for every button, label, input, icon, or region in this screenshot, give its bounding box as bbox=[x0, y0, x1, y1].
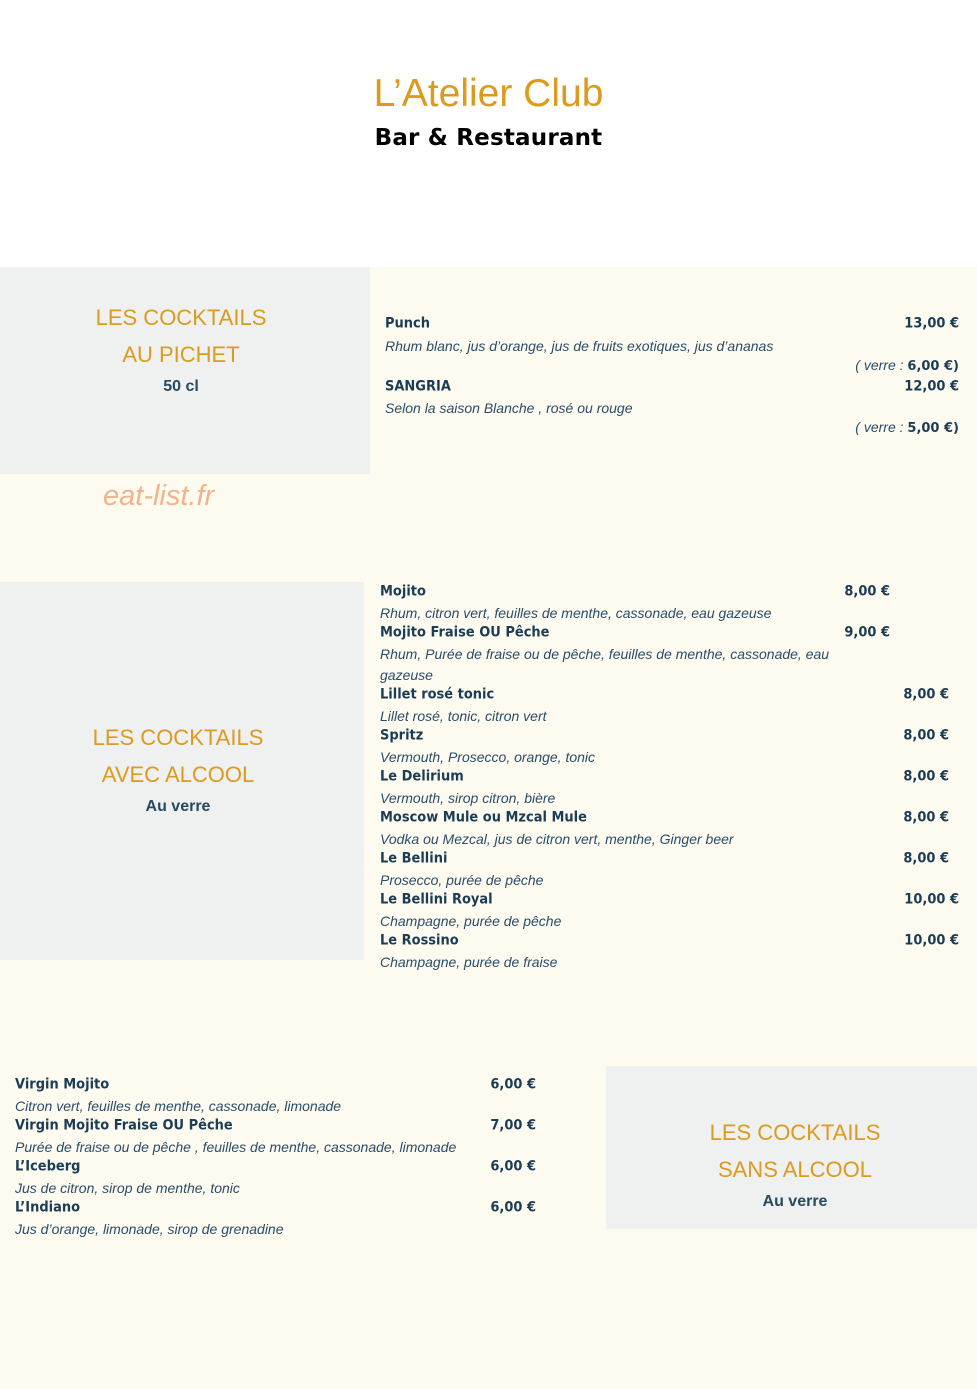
item-description: Purée de fraise ou de pêche , feuilles de menthe, cassonade, limonade bbox=[15, 1139, 457, 1155]
item-price: 8,00 € bbox=[844, 583, 890, 600]
item-price: 8,00 € bbox=[903, 686, 949, 703]
item-name: SANGRIA bbox=[385, 378, 451, 395]
item-description: Lillet rosé, tonic, citron vert bbox=[380, 708, 547, 724]
item-price: 6,00 € bbox=[490, 1199, 536, 1216]
item-price: 7,00 € bbox=[490, 1117, 536, 1134]
item-price: 8,00 € bbox=[903, 809, 949, 826]
item-description: Jus d’orange, limonade, sirop de grenadine bbox=[15, 1221, 284, 1237]
item-name: Le Bellini Royal bbox=[380, 891, 493, 908]
item-description-continued: gazeuse bbox=[380, 667, 433, 683]
item-price: 8,00 € bbox=[903, 850, 949, 867]
item-price: 9,00 € bbox=[844, 624, 890, 641]
item-name: Moscow Mule ou Mzcal Mule bbox=[380, 809, 587, 826]
item-price: 6,00 € bbox=[490, 1158, 536, 1175]
section-sans-alcool-subtitle: Au verre bbox=[762, 1193, 828, 1210]
item-description: Rhum blanc, jus d’orange, jus de fruits exotiques, jus d’ananas bbox=[385, 338, 774, 354]
item-description: Vermouth, sirop citron, bière bbox=[380, 790, 556, 806]
item-price: 10,00 € bbox=[904, 932, 959, 949]
item-name: Virgin Mojito bbox=[15, 1076, 110, 1093]
watermark: eat-list.fr bbox=[103, 480, 215, 512]
section-sans-alcool-title: LES COCKTAILS SANS ALCOOL bbox=[709, 1120, 881, 1182]
item-price: 12,00 € bbox=[904, 378, 959, 395]
section-pichet-subtitle: 50 cl bbox=[163, 378, 199, 395]
item-description: Champagne, purée de fraise bbox=[380, 954, 558, 970]
item-price: 10,00 € bbox=[904, 891, 959, 908]
item-name: L’Indiano bbox=[15, 1199, 81, 1216]
item-name: Lillet rosé tonic bbox=[380, 686, 495, 703]
item-description: Selon la saison Blanche , rosé ou rouge bbox=[385, 400, 633, 416]
item-price: 8,00 € bbox=[903, 768, 949, 785]
item-description: Jus de citron, sirop de menthe, tonic bbox=[15, 1180, 240, 1196]
item-name: Le Bellini bbox=[380, 850, 448, 867]
item-name: Le Delirium bbox=[380, 768, 464, 785]
item-description: Rhum, citron vert, feuilles de menthe, cassonade, eau gazeuse bbox=[380, 605, 772, 621]
item-description: Citron vert, feuilles de menthe, cassonade, limonade bbox=[15, 1098, 342, 1114]
item-description: Champagne, purée de pêche bbox=[380, 913, 562, 929]
section-pichet-title: LES COCKTAILS AU PICHET bbox=[95, 305, 267, 367]
item-description: Vodka ou Mezcal, jus de citron vert, menthe, Ginger beer bbox=[380, 831, 734, 847]
restaurant-subtitle: Bar & Restaurant bbox=[374, 125, 603, 151]
item-price: 8,00 € bbox=[903, 727, 949, 744]
item-description: Rhum, Purée de fraise ou de pêche, feuilles de menthe, cassonade, eau bbox=[380, 646, 830, 662]
section-alcool-title: LES COCKTAILS AVEC ALCOOL bbox=[92, 725, 264, 787]
item-description: Vermouth, Prosecco, orange, tonic bbox=[380, 749, 596, 765]
item-name: Mojito Fraise OU Pêche bbox=[380, 624, 550, 641]
item-name: Spritz bbox=[380, 727, 424, 744]
item-price: 6,00 € bbox=[490, 1076, 536, 1093]
item-name: Mojito bbox=[380, 583, 426, 600]
item-name: Virgin Mojito Fraise OU Pêche bbox=[15, 1117, 233, 1134]
item-price: 13,00 € bbox=[904, 315, 959, 332]
item-description: Prosecco, purée de pêche bbox=[380, 872, 544, 888]
item-name: Punch bbox=[385, 315, 430, 332]
item-name: L’Iceberg bbox=[15, 1158, 81, 1175]
item-glass-price: ( verre : 5,00 €) bbox=[855, 419, 959, 436]
item-glass-price: ( verre : 6,00 €) bbox=[855, 357, 959, 374]
section-alcool-subtitle: Au verre bbox=[145, 798, 211, 815]
restaurant-name: L’Atelier Club bbox=[373, 72, 604, 115]
item-name: Le Rossino bbox=[380, 932, 459, 949]
